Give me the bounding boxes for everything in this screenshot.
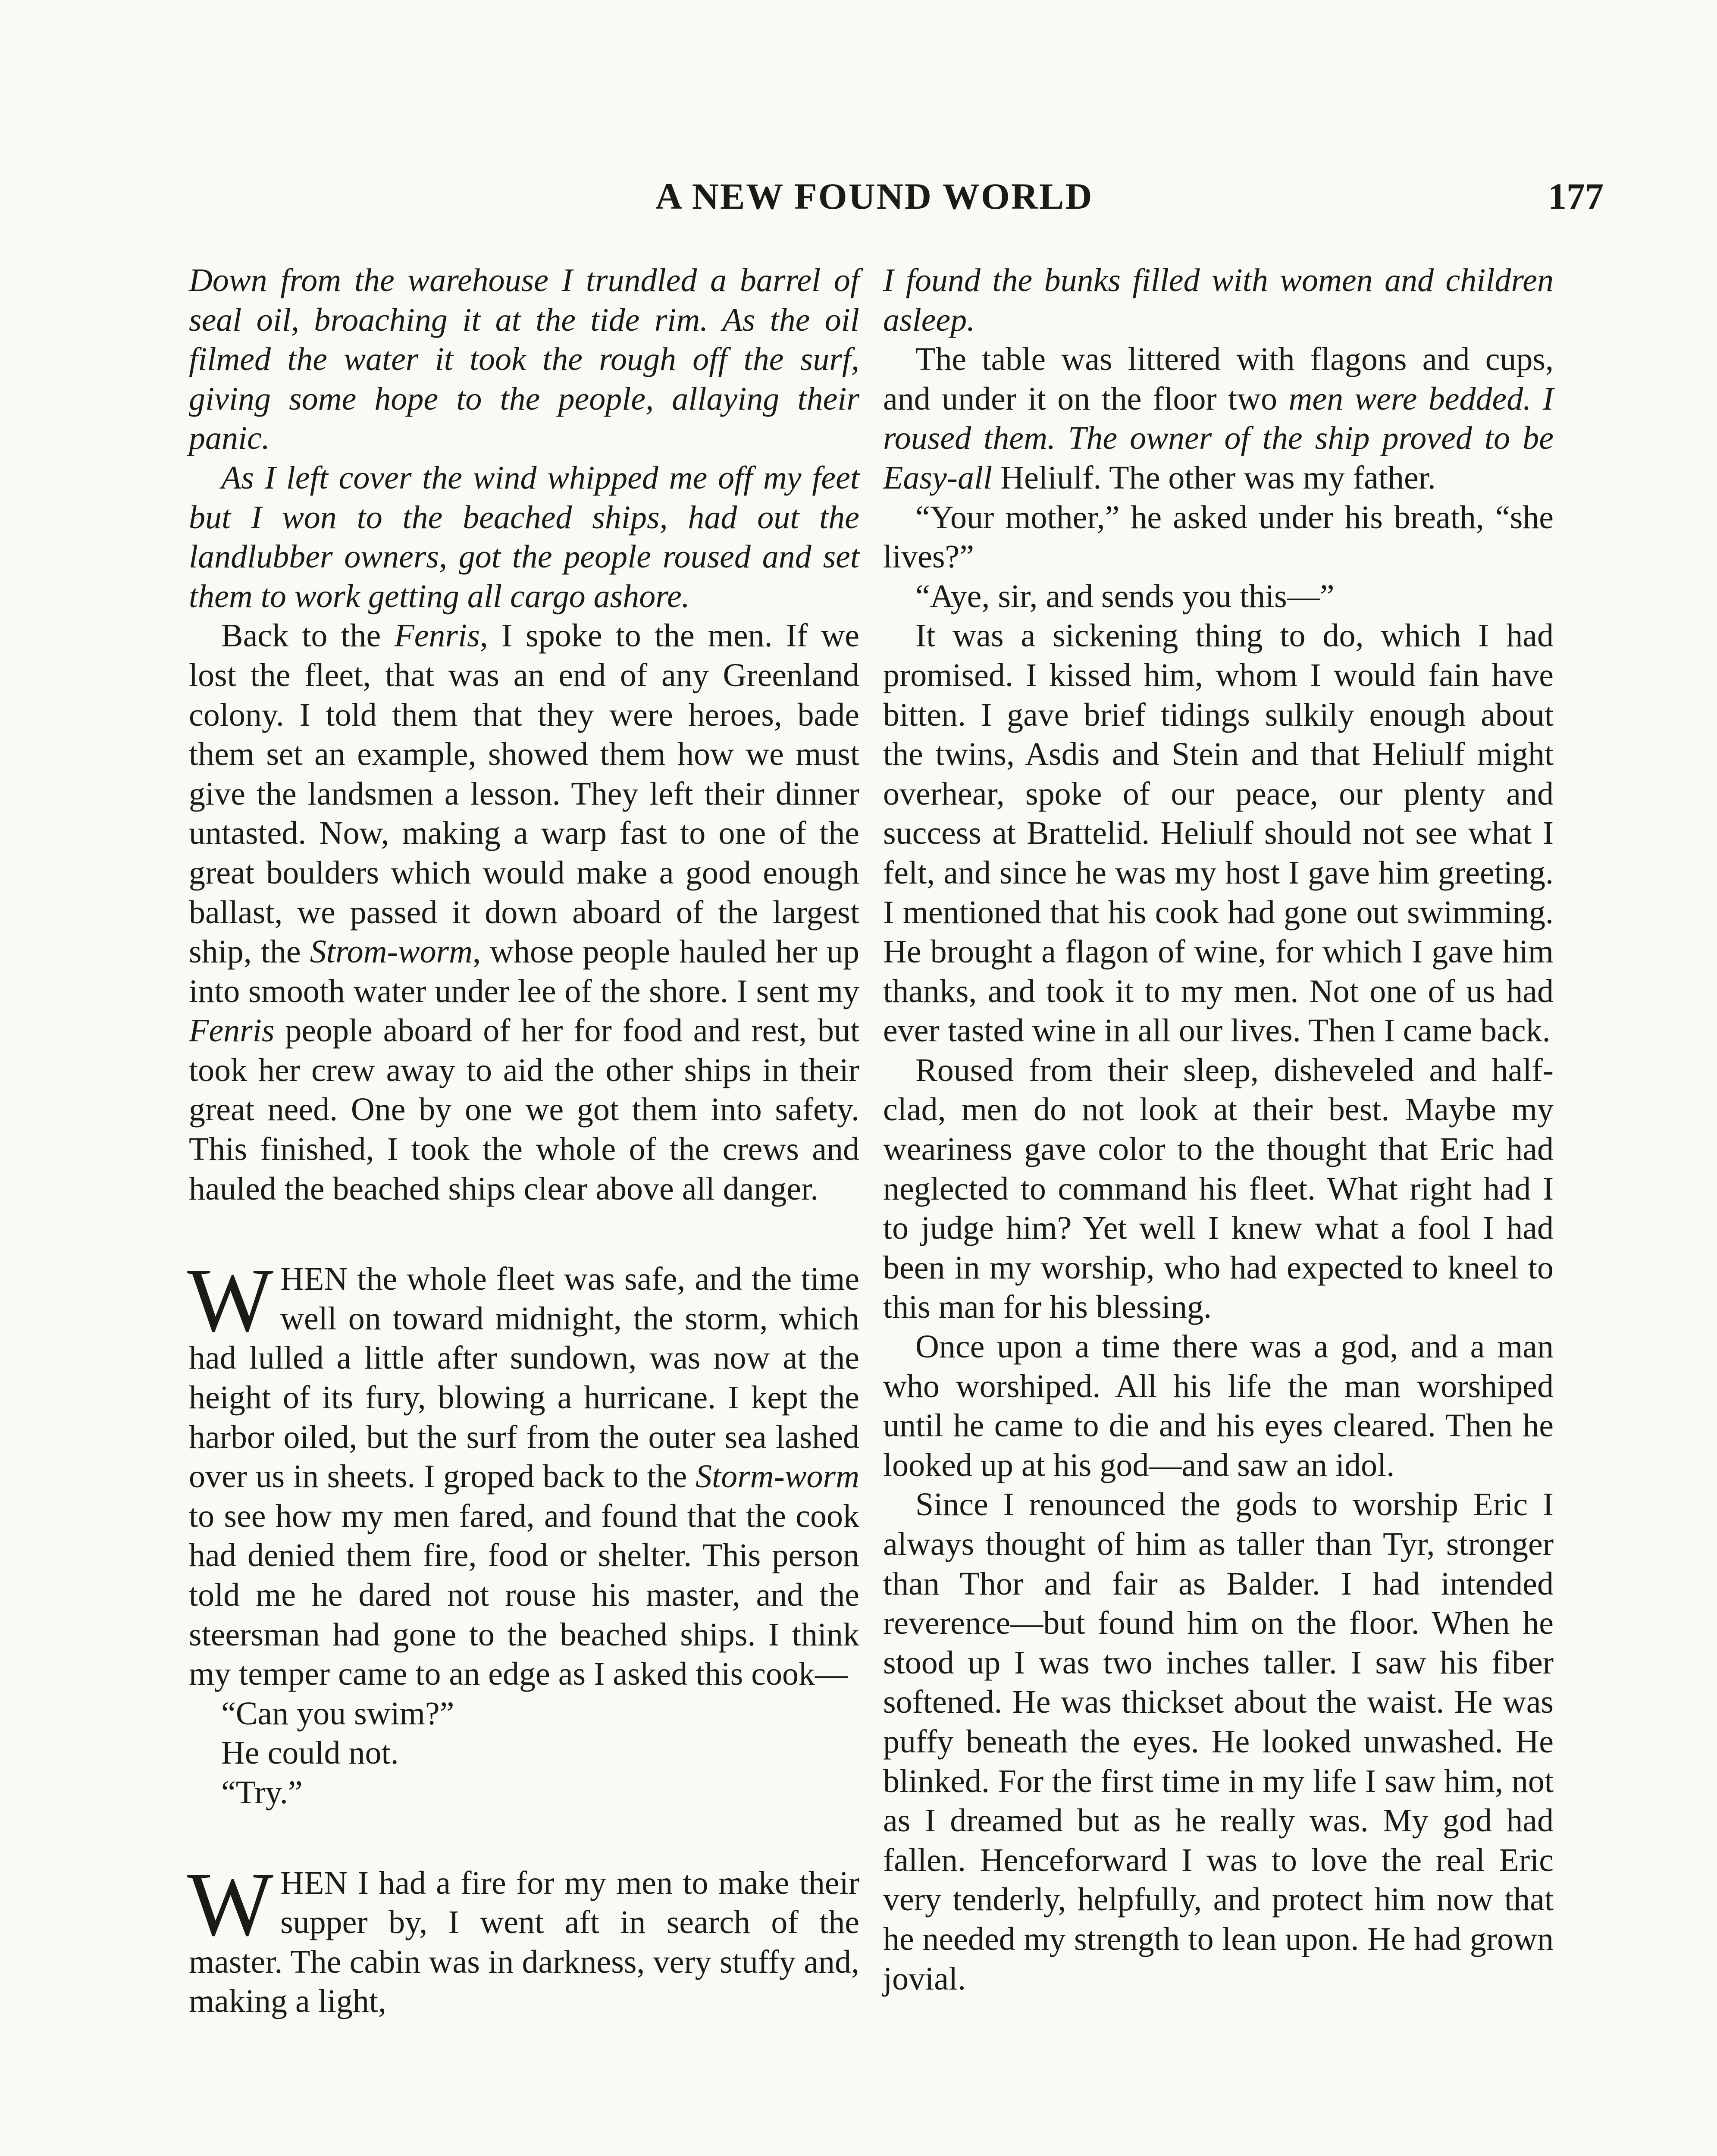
text-run: people aboard of her for food and rest, but took her crew away to aid the other ships in their great need. One by one we got them into safety. This finished, I took the whole of the crews and hauled the beached ships clear above all danger. — [189, 1012, 859, 1207]
running-title: A NEW FOUND WORLD — [655, 175, 1093, 217]
drop-cap: W — [187, 1249, 274, 1351]
paragraph: Down from the warehouse I trundled a barrel of seal oil, broaching it at the tide rim. As the oil filmed the water it took the rough off the surf, giving some hope to the people, allaying their panic. — [189, 262, 859, 457]
section-break — [189, 1813, 859, 1864]
right-column — [883, 261, 1554, 1999]
text-run: The table was littered with flagons and cups, and under it on the floor two — [883, 341, 1554, 417]
text-run: Back to the — [221, 617, 395, 654]
paragraph — [883, 340, 1554, 498]
paragraph — [189, 616, 859, 1209]
drop-cap: W — [187, 1853, 274, 1955]
ship-name: Fenris — [394, 617, 480, 654]
text-run: to see how my men fared, and found that the cook had denied them fire, food or shelter. This person told me he dared not rouse his master, and the steersman had gone to the beached ships. I think my temper came to an edge as I asked this cook— — [189, 1498, 859, 1692]
text-run: Heliulf. The other was my father. — [992, 459, 1436, 496]
paragraph: “Aye, sir, and sends you this—” — [915, 578, 1335, 614]
ship-name: Strom-worm — [310, 934, 473, 970]
page-number: 177 — [1548, 175, 1604, 217]
paragraph — [187, 1249, 859, 1694]
ship-name: Fenris — [189, 1012, 275, 1049]
paragraph — [187, 1853, 859, 2021]
running-header — [0, 175, 1717, 226]
text-run: , I spoke to the men. If we lost the fleet, that was an end of any Greenland colony. I told them that they were heroes, bade them set an example, showed them how we must give the landsmen a lesson. They left their dinner untasted. Now, making a warp fast to one of the great boulders which would make a good enough ballast, we passed it down aboard of the largest ship, the — [189, 617, 859, 970]
paragraph: Roused from their sleep, disheveled and half-clad, men do not look at their best. Maybe my weariness gave color to the thought that Eric had neglected to command his fleet. What right had I to judge him? Yet well I knew what a fool I had been in my worship, who had expected to kneel to this man for his blessing. — [883, 1052, 1554, 1326]
paragraph: I found the bunks filled with women and children asleep. — [883, 262, 1554, 338]
paragraph: “Try.” — [221, 1774, 303, 1811]
text-run: , whose people hauled her up into smooth water under lee of the shore. I sent my — [189, 934, 859, 1009]
paragraph: Once upon a time there was a god, and a man who worshiped. All his life the man worshiped until he came to die and his eyes cleared. Then he looked up at his god—and saw an idol. — [883, 1329, 1554, 1483]
paragraph: “Your mother,” he asked under his breath, “she lives?” — [883, 499, 1554, 575]
text-run: men were bedded. I roused them. The owner of the ship proved to be Easy-all — [883, 380, 1554, 496]
text-run: HEN the whole fleet was safe, and the time well on toward midnight, the storm, which had lulled a little after sundown, was now at the height of its fury, blowing a hurricane. I kept the harbor oiled, but the surf from the outer sea lashed over us in sheets. I groped back to the — [189, 1261, 859, 1495]
section-break — [189, 1209, 859, 1260]
paragraph: He could not. — [221, 1735, 399, 1771]
paragraph: It was a sickening thing to do, which I had promised. I kissed him, whom I would fain have bitten. I gave brief tidings sulkily enough about the twins, Asdis and Stein and that Heliulf might overhear, spoke of our peace, our plenty and success at Brattelid. Heliulf should not see what I felt, and since he was my host I gave him greeting. I mentioned that his cook had gone out swimming. He brought a flagon of wine, for which I gave him thanks, and took it to my men. Not one of us had ever tasted wine in all our lives. Then I came back. — [883, 617, 1554, 1049]
left-column — [189, 261, 859, 2021]
paragraph: “Can you swim?” — [221, 1695, 454, 1732]
paragraph: As I left cover the wind whipped me off my feet but I won to the beached ships, had out the landlubber owners, got the people roused and set them to work getting all cargo ashore. — [189, 459, 859, 614]
text-run: HEN I had a fire for my men to make their supper by, I went aft in search of the master. The cabin was in darkness, very stuffy and, making a light, — [189, 1865, 859, 2020]
ship-name: Storm-worm — [695, 1458, 859, 1495]
paragraph: Since I renounced the gods to worship Eric I always thought of him as taller than Tyr, stronger than Thor and fair as Balder. I had intended reverence—but found him on the floor. When he stood up I was two inches taller. I saw his fiber softened. He was thickset about the waist. He was puffy beneath the eyes. He looked unwashed. He blinked. For the first time in my life I saw him, not as I dreamed but as he really was. My god had fallen. Henceforward I was to love the real Eric very tenderly, helpfully, and protect him now that he needed my strength to lean upon. He had grown jovial. — [883, 1486, 1554, 1997]
